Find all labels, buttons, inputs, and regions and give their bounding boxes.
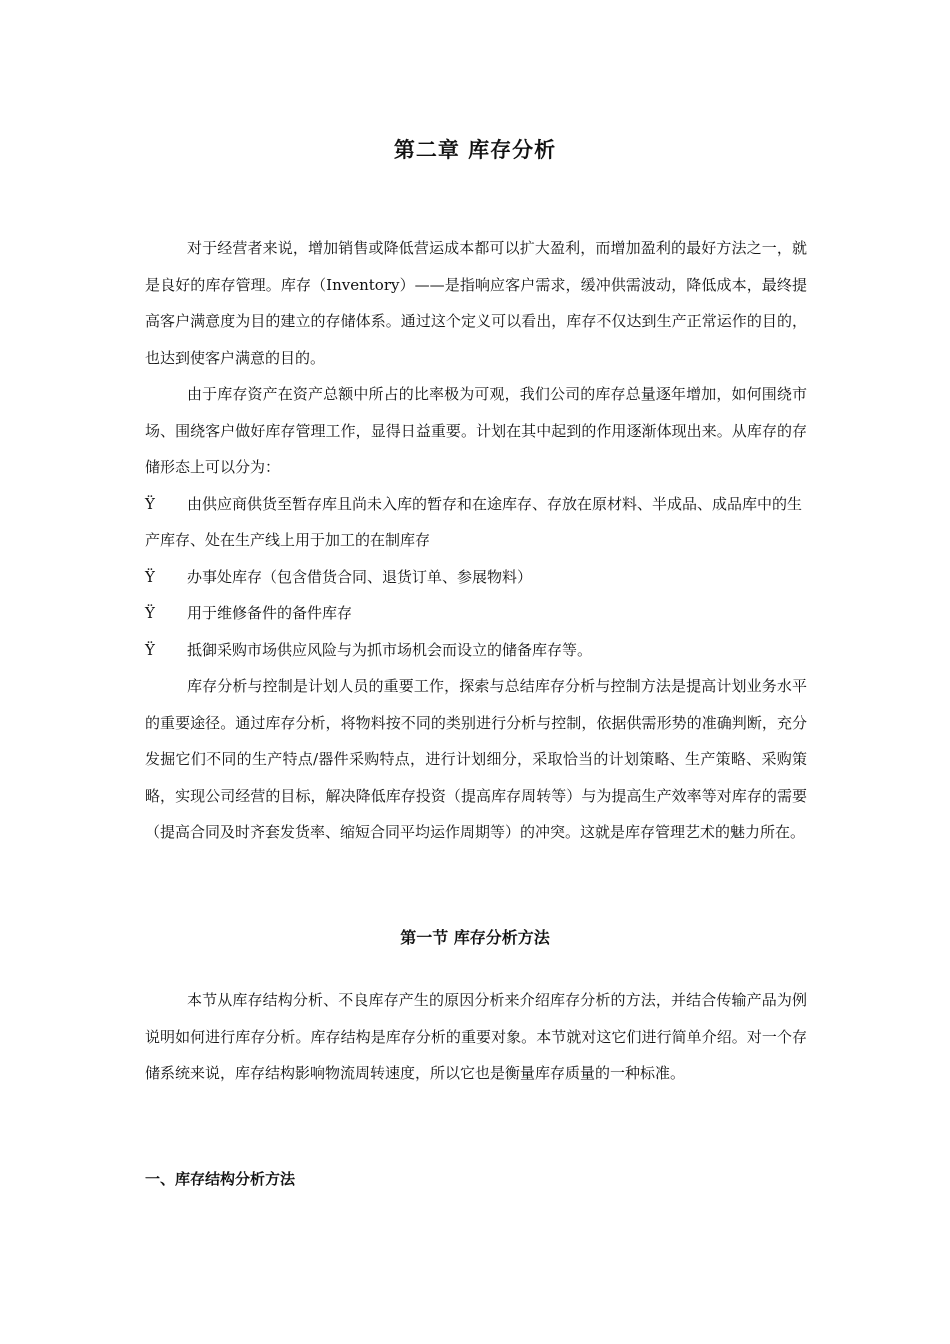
list-item (145, 632, 807, 669)
analysis-paragraph: 库存分析与控制是计划人员的重要工作，探索与总结库存分析与控制方法是提高计划业务水平的重要途径。通过库存分析，将物料按不同的类别进行分析与控制，依据供需形势的准确判断，充分发掘它们不同的生产特点/器件采购特点，进行计划细分，采取恰当的计划策略、生产策略、采购策略，实现公司经营的目标，解决降低库存投资（提高库存周转等）与为提高生产效率等对库存的需要（提高合同及时齐套发货率、缩短合同平均运作周期等）的冲突。这就是库存管理艺术的魅力所在。 (145, 677, 807, 841)
bullet-icon: Ÿ (145, 604, 155, 622)
list-item (145, 595, 807, 632)
intro-paragraph-1: 对于经营者来说，增加销售或降低营运成本都可以扩大盈利，而增加盈利的最好方法之一，就是良好的库存管理。库存（Inventory）——是指响应客户需求，缓冲供需波动，降低成本，最终提高客户满意度为目的建立的存储体系。通过这个定义可以看出，库存不仅达到生产正常运作的目的，也达到使客户满意的目的。 (145, 239, 807, 367)
storage-form-list (145, 486, 807, 669)
subsection-title: 一、库存结构分析方法 (145, 1170, 296, 1188)
section-paragraph: 本节从库存结构分析、不良库存产生的原因分析来介绍库存分析的方法，并结合传输产品为例说明如何进行库存分析。库存结构是库存分析的重要对象。本节就对这它们进行简单介绍。对一个存储系统来说，库存结构影响物流周转速度，所以它也是衡量库存质量的一种标准。 (145, 991, 807, 1082)
list-item-text: 用于维修备件的备件库存 (187, 604, 353, 622)
section-title: 第一节 库存分析方法 (400, 928, 550, 947)
list-item-text: 抵御采购市场供应风险与为抓市场机会而设立的储备库存等。 (187, 640, 593, 659)
list-item (145, 486, 807, 559)
bullet-icon: Ÿ (145, 494, 155, 513)
chapter-title: 第二章 库存分析 (393, 138, 557, 162)
intro-block (145, 230, 807, 851)
bullet-icon: Ÿ (145, 640, 155, 659)
list-item-text: 办事处库存（包含借货合同、退货订单、参展物料） (187, 567, 533, 586)
list-item-text: 由供应商供货至暂存库且尚未入库的暂存和在途库存、存放在原材料、半成品、成品库中的生产库存、处在生产线上用于加工的在制库存 (145, 494, 803, 549)
bullet-icon: Ÿ (145, 567, 155, 586)
intro-paragraph-2: 由于库存资产在资产总额中所占的比率极为可观，我们公司的库存总量逐年增加，如何围绕市场、围绕客户做好库存管理工作，显得日益重要。计划在其中起到的作用逐渐体现出来。从库存的存储形态上可以分为： (145, 385, 807, 476)
list-item (145, 559, 807, 596)
section-block (145, 982, 807, 1092)
